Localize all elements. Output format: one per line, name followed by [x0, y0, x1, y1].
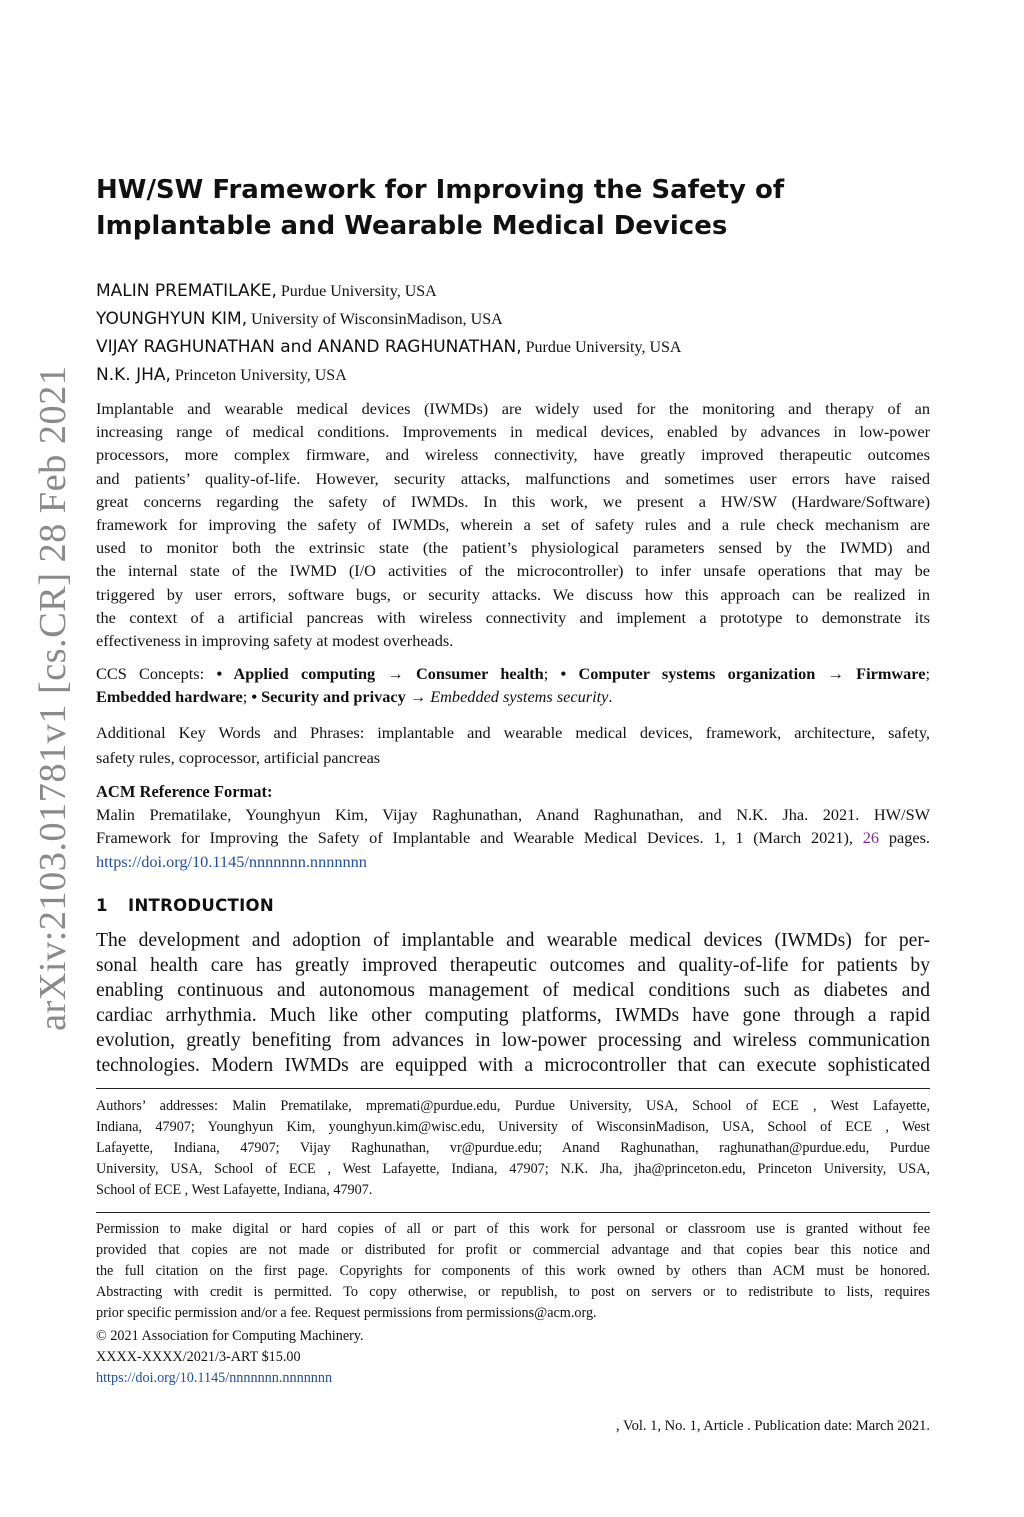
- abstract-line: Implantable and wearable medical devices (IWMDs) are widely used for the monitoring and therapy of an: [96, 399, 930, 418]
- ccs-line: [96, 662, 930, 685]
- author-name: N.K. JHA,: [96, 365, 171, 385]
- copyright-notice: © 2021 Association for Computing Machinery.: [96, 1328, 364, 1344]
- arxiv-identifier-stamp: arXiv:2103.01781v1 [cs.CR] 28 Feb 2021: [32, 365, 74, 1031]
- copyright-block: [96, 1326, 930, 1389]
- acm-reference-text: Framework for Improving the Safety of Implantable and Wearable Medical Devices. 1, 1 (March 2021),: [96, 828, 863, 848]
- address-line: School of ECE , West Lafayette, Indiana, 47907.: [96, 1181, 373, 1198]
- ccs-line: [96, 685, 930, 708]
- ccs-arrow: →: [405, 687, 431, 707]
- ccs-separator: ;: [242, 687, 252, 707]
- abstract: [96, 397, 930, 652]
- author-affiliation: Purdue University, USA: [521, 339, 682, 356]
- author-affiliation: University of WisconsinMadison, USA: [247, 311, 503, 328]
- author-affiliation: Princeton University, USA: [170, 367, 347, 384]
- ccs-concepts: [96, 662, 930, 708]
- ccs-separator: ;: [543, 664, 561, 683]
- intro-line: evolution, greatly benefiting from advances in low-power processing and wireless communication: [96, 1030, 930, 1051]
- abstract-line: the internal state of the IWMD (I/O activities of the microcontroller) to infer unsafe operations that may be: [96, 561, 930, 581]
- permission-line: the full citation on the first page. Copyrights for components of this work owned by others than ACM must be honored.: [96, 1262, 930, 1279]
- title-line: Implantable and Wearable Medical Devices: [96, 211, 728, 241]
- footnote-divider: [96, 1088, 930, 1089]
- abstract-line: great concerns regarding the safety of IWMDs. In this work, we present a HW/SW (Hardware/Software): [96, 491, 930, 511]
- ccs-embedded-systems-security: Embedded systems security: [430, 687, 609, 707]
- permission-divider: [96, 1212, 930, 1213]
- permission-line: provided that copies are not made or distributed for profit or commercial advantage and that copies bear this notice and: [96, 1241, 930, 1258]
- ccs-arrow: →: [375, 664, 416, 683]
- page-count-link[interactable]: 26: [862, 828, 880, 848]
- price-line: XXXX-XXXX/2021/3-ART $15.00: [96, 1348, 301, 1365]
- author-name: MALIN PREMATILAKE,: [96, 281, 277, 301]
- permission-line: Permission to make digital or hard copies of all or part of this work for personal or classroom use is granted without fee: [96, 1221, 930, 1237]
- author-entry: [96, 333, 930, 361]
- abstract-line: triggered by user errors, software bugs, or security attacks. We discuss how this approach can be realized in: [96, 584, 930, 604]
- section-heading-introduction: [96, 896, 930, 915]
- acm-reference-doi-link[interactable]: https://doi.org/10.1145/nnnnnnn.nnnnnnn: [96, 851, 367, 871]
- permission-notice: [96, 1219, 930, 1324]
- intro-line: cardiac arrhythmia. Much like other computing platforms, IWMDs have gone through a rapid: [96, 1005, 930, 1026]
- authors-addresses: [96, 1096, 930, 1201]
- abstract-line: the context of a artificial pancreas with wireless connectivity and implement a prototype to demonstrate its: [96, 607, 930, 627]
- ccs-consumer-health: Consumer health: [415, 664, 544, 683]
- intro-line: sonal health care has greatly improved therapeutic outcomes and quality-of-life for patients by: [96, 955, 930, 976]
- ccs-firmware: Firmware: [856, 664, 926, 683]
- page-footer: , Vol. 1, No. 1, Article . Publication date: March 2021.: [616, 1418, 930, 1434]
- section-number: 1: [96, 896, 108, 915]
- introduction-body: [96, 928, 930, 1078]
- author-entry: [96, 277, 930, 305]
- abstract-line: processors, more complex firmware, and wireless connectivity, have greatly improved therapeutic outcomes: [96, 445, 930, 465]
- address-line: Authors’ addresses: Malin Prematilake, mpremati@purdue.edu, Purdue University, USA, School of ECE , West Lafayette,: [96, 1098, 930, 1114]
- acm-reference-text: pages.: [879, 828, 930, 848]
- ccs-computer-systems-organization: • Computer systems organization: [560, 664, 816, 683]
- permission-line: prior specific permission and/or a fee. Request permissions from permissions@acm.org.: [96, 1304, 597, 1321]
- author-name: YOUNGHYUN KIM,: [96, 309, 248, 329]
- abstract-line: and patients’ quality-of-life. However, security attacks, malfunctions and sometimes user errors have raised: [96, 468, 930, 488]
- keywords: [96, 721, 930, 769]
- abstract-line: framework for improving the safety of IWMDs, wherein a set of safety rules and a rule check mechanism are: [96, 515, 930, 535]
- author-entry: [96, 361, 930, 389]
- ccs-security-and-privacy: • Security and privacy: [251, 687, 406, 707]
- author-name: VIJAY RAGHUNATHAN and ANAND RAGHUNATHAN,: [96, 337, 522, 357]
- section-title: INTRODUCTION: [128, 896, 274, 915]
- title-line: HW/SW Framework for Improving the Safety of: [96, 175, 785, 205]
- acm-reference-line: [96, 826, 930, 849]
- abstract-line: effectiveness in improving safety at modest overheads.: [96, 631, 454, 651]
- intro-line: technologies. Modern IWMDs are equipped with a microcontroller that can execute sophisticated: [96, 1055, 930, 1076]
- abstract-line: used to monitor both the extrinsic state (the patient’s physiological parameters sensed by the IWMD) and: [96, 538, 930, 558]
- acm-reference-line: Malin Prematilake, Younghyun Kim, Vijay Raghunathan, Anand Raghunathan, and N.K. Jha. 2021. HW/SW: [96, 805, 930, 825]
- paper-title: [96, 172, 930, 244]
- ccs-applied-computing: • Applied computing: [216, 664, 376, 683]
- author-affiliation: Purdue University, USA: [276, 283, 437, 300]
- address-line: Indiana, 47907; Younghyun Kim, younghyun.kim@wisc.edu, University of WisconsinMadison, USA, School of ECE , West: [96, 1118, 930, 1135]
- ccs-end: .: [608, 687, 613, 707]
- author-list: [96, 277, 930, 389]
- ccs-embedded-hardware: Embedded hardware: [96, 687, 243, 707]
- acm-reference-heading: ACM Reference Format:: [96, 782, 273, 801]
- ccs-label: CCS Concepts:: [96, 664, 217, 683]
- address-line: University, USA, School of ECE , West Lafayette, Indiana, 47907; N.K. Jha, jha@princeton.edu, Princeton University, USA,: [96, 1160, 930, 1177]
- acm-reference: [96, 780, 930, 873]
- address-line: Lafayette, Indiana, 47907; Vijay Raghunathan, vr@purdue.edu; Anand Raghunathan, raghunathan@purdue.edu, Purdue: [96, 1139, 930, 1156]
- intro-line: enabling continuous and autonomous management of medical conditions such as diabetes and: [96, 980, 930, 1001]
- keywords-line: safety rules, coprocessor, artificial pancreas: [96, 748, 381, 768]
- keywords-line: Additional Key Words and Phrases: implantable and wearable medical devices, framework, architecture, safety,: [96, 723, 930, 742]
- ccs-arrow: →: [815, 664, 857, 683]
- ccs-semicolon: ;: [925, 664, 930, 683]
- author-entry: [96, 305, 930, 333]
- intro-line: The development and adoption of implantable and wearable medical devices (IWMDs) for per-: [96, 930, 930, 951]
- abstract-line: increasing range of medical conditions. Improvements in medical devices, enabled by advances in low-power: [96, 422, 930, 442]
- footer-doi-link[interactable]: https://doi.org/10.1145/nnnnnnn.nnnnnnn: [96, 1369, 333, 1386]
- permission-line: Abstracting with credit is permitted. To copy otherwise, or republish, to post on servers or to redistribute to lists, requires: [96, 1283, 930, 1300]
